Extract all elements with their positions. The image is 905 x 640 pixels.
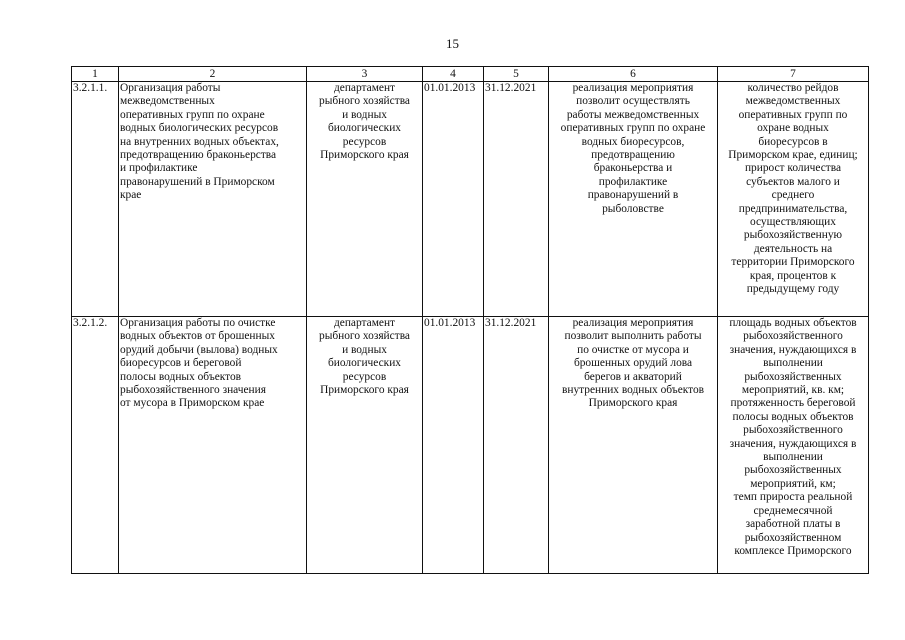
column-header: 7	[718, 67, 869, 82]
table-row	[72, 317, 869, 574]
end-date: 31.12.2021	[484, 82, 549, 317]
executor: департамент рыбного хозяйства и водных биологических ресурсов Приморского края	[319, 82, 410, 162]
row-code: 3.2.1.1.	[72, 82, 119, 317]
row-code: 3.2.1.2.	[72, 317, 119, 574]
page-number: 15	[446, 36, 459, 51]
indicators: площадь водных объектов рыбохозяйственного значения, нуждающихся в выполнении рыбохозяйственных мероприятий, кв. км; протяженность береговой полосы водных объектов рыбохозяйственного значения, нуждающихся в выполнении рыбохозяйственных мероприятий, км; темп прироста реальной среднемесячной заработной платы в рыбохозяйственном комплексе Приморского	[729, 317, 857, 557]
table-header-row	[72, 67, 869, 82]
indicators: количество рейдов межведомственных оперативных групп по охране водных биоресурсов в Приморском крае, единиц; прирост количества субъектов малого и среднего предпринимательства, осуществляющих рыбохозяйственную деятельность на территории Приморского края, процентов к предыдущему году	[728, 82, 858, 296]
column-header: 4	[423, 67, 484, 82]
table-row	[72, 82, 869, 317]
measure-name: Организация работы по очистке водных объектов от брошенных орудий добычи (вылова) водных биоресурсов и береговой полосы водных объектов рыбохозяйственного значения от мусора в Приморском крае	[120, 317, 278, 410]
start-date: 01.01.2013	[423, 317, 484, 574]
column-header: 1	[72, 67, 119, 82]
end-date: 31.12.2021	[484, 317, 549, 574]
expected-result: реализация мероприятия позволит осуществлять работы межведомственных оперативных групп по охране водных биоресурсов, предотвращению браконьерства и профилактике правонарушений в рыболовстве	[560, 82, 706, 215]
measures-table	[71, 66, 869, 574]
column-header: 6	[549, 67, 718, 82]
start-date: 01.01.2013	[423, 82, 484, 317]
executor: департамент рыбного хозяйства и водных биологических ресурсов Приморского края	[319, 317, 410, 397]
column-header: 3	[307, 67, 423, 82]
expected-result: реализация мероприятия позволит выполнить работы по очистке от мусора и брошенных орудий лова берегов и акваторий внутренних водных объектов Приморского края	[561, 317, 705, 410]
measure-name: Организация работы межведомственных оперативных групп по охране водных биологических ресурсов на внутренних водных объектах, предотвращению браконьерства и профилактике правонарушений в Приморском крае	[120, 82, 279, 202]
column-header: 2	[119, 67, 307, 82]
column-header: 5	[484, 67, 549, 82]
